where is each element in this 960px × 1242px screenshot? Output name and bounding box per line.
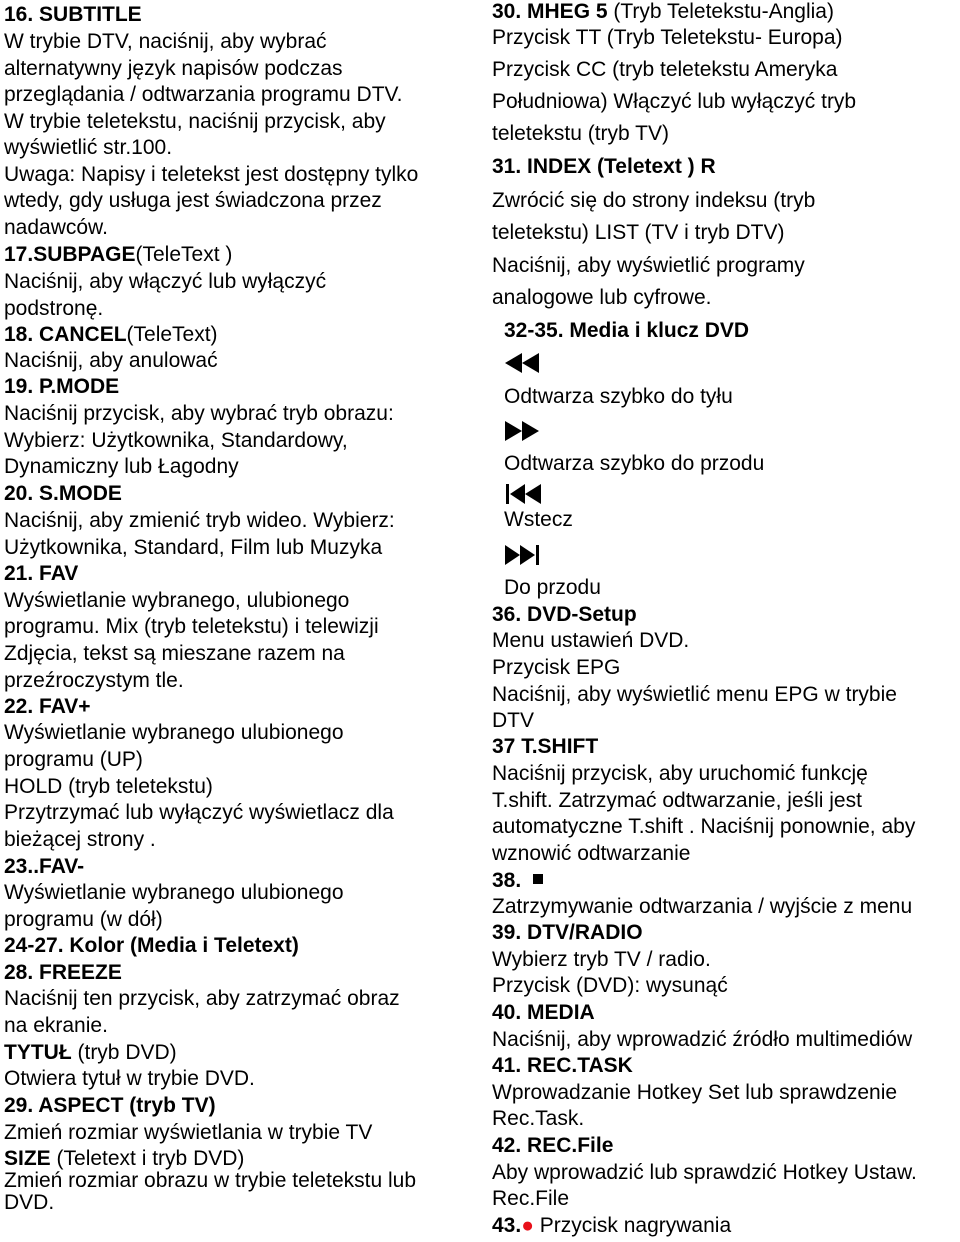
text-line: Do przodu [504,576,601,599]
text-line: Zwrócić się do strony indeksu (tryb [492,189,816,212]
text-line: podstronę. [4,297,104,320]
section-18-title [4,322,218,348]
text-line: na ekranie. [4,1014,108,1037]
section-19-title: 19. P.MODE [4,375,120,398]
text-line: Rec.Task. [492,1107,585,1130]
text-line: Naciśnij, aby wyświetlić menu EPG w trybie [492,683,897,706]
text-line: Wyświetlanie wybranego ulubionego [4,881,344,904]
section-31-title: 31. INDEX (Teletext ) R [492,155,716,178]
text-line: Otwiera tytuł w trybie DVD. [4,1067,255,1090]
section-37-title: 37 T.SHIFT [492,735,599,758]
text-line: Uwaga: Napisy i teletekst jest dostępny tylko [4,163,419,186]
text-line: HOLD (tryb teletekstu) [4,775,213,798]
section-22-title: 22. FAV+ [4,695,91,718]
text-line: Wyświetlanie wybranego, ulubionego [4,589,350,612]
text-line: W trybie teletekstu, naciśnij przycisk, aby [4,110,386,133]
section-29-title: 29. ASPECT (tryb TV) [4,1094,216,1117]
section-30-note: (Tryb Teletekstu-Anglia) [607,0,834,23]
text-line: Wybierz: Użytkownika, Standardowy, [4,429,348,452]
text-line: Naciśnij, aby wyświetlić programy [492,254,805,277]
section-36-title: 36. DVD-Setup [492,603,637,626]
section-16-title: 16. SUBTITLE [4,3,142,26]
text-line: DVD. [4,1191,55,1214]
section-17-number: 17.SUBPAGE [4,243,136,266]
text-line: wyświetlić str.100. [4,136,173,159]
text-line: przeglądania / odtwarzania programu DTV. [4,83,403,106]
text-line: Przycisk EPG [492,656,621,679]
tytul-note: (tryb DVD) [71,1041,177,1064]
text-line: programu. Mix (tryb teletekstu) i telewizji [4,615,379,638]
text-line: Użytkownika, Standard, Film lub Muzyka [4,536,383,559]
text-line: Wstecz [504,508,573,531]
section-43-title [492,1213,731,1239]
text-line: Aby wprowadzić lub sprawdzić Hotkey Ustaw. [492,1161,917,1184]
text-line: Zmień rozmiar wyświetlania w trybie TV [4,1121,373,1144]
text-line: Wyświetlanie wybranego ulubionego [4,721,344,744]
text-line: DTV [492,709,534,732]
section-38-title [492,868,543,894]
skip-forward-icon [504,544,540,566]
rewind-icon [504,352,540,374]
stop-icon [533,874,543,884]
section-18-number: 18. CANCEL [4,323,127,346]
text-line: Przycisk (DVD): wysunąć [492,974,728,997]
text-line: Naciśnij, aby włączyć lub wyłączyć [4,270,327,293]
text-line: wznowić odtwarzanie [492,842,691,865]
text-line: programu (w dół) [4,908,163,931]
text-line: Naciśnij przycisk, aby wybrać tryb obrazu: [4,402,394,425]
section-38-number: 38. [492,869,522,892]
section-30-number: 30. MHEG 5 [492,0,608,23]
section-20-title: 20. S.MODE [4,482,122,505]
text-line: W trybie DTV, naciśnij, aby wybrać [4,30,327,53]
text-line: bieżącej strony . [4,828,156,851]
size-label: SIZE [4,1147,51,1170]
section-24-27-title: 24-27. Kolor (Media i Teletext) [4,934,299,957]
section-32-35-title: 32-35. Media i klucz DVD [504,319,750,342]
text-line: Odtwarza szybko do tyłu [504,385,733,408]
tytul-title [4,1040,177,1066]
section-43-text: Przycisk nagrywania [533,1214,732,1237]
text-line: teletekstu) LIST (TV i tryb DTV) [492,221,785,244]
text-line: Wybierz tryb TV / radio. [492,948,711,971]
text-line: Zdjęcia, tekst są mieszane razem na [4,642,345,665]
text-line: alternatywny język napisów podczas [4,57,343,80]
text-line: T.shift. Zatrzymać odtwarzanie, jeśli jest [492,789,862,812]
text-line: automatyczne T.shift . Naciśnij ponownie, aby [492,815,916,838]
text-line: przeźroczystym tle. [4,669,184,692]
text-line: Naciśnij, aby wprowadzić źródło multimediów [492,1028,913,1051]
tytul-label: TYTUŁ [4,1041,72,1064]
text-line: wtedy, gdy usługa jest świadczona przez [4,189,382,212]
section-30-title [492,0,834,25]
text-line: teletekstu (tryb TV) [492,122,670,145]
text-line: Południowa) Włączyć lub wyłączyć tryb [492,90,857,113]
text-line: Menu ustawień DVD. [492,629,690,652]
section-17-note: (TeleText ) [135,243,233,266]
section-42-title: 42. REC.File [492,1134,614,1157]
text-line: Dynamiczny lub Łagodny [4,455,239,478]
section-17-title [4,242,232,268]
fast-forward-icon [504,420,540,442]
section-40-title: 40. MEDIA [492,1001,595,1024]
text-line: Przycisk CC (tryb teletekstu Ameryka [492,58,838,81]
skip-back-icon [506,483,542,505]
text-line: programu (UP) [4,748,143,771]
section-43-number: 43. [492,1214,522,1237]
section-39-title: 39. DTV/RADIO [492,921,643,944]
text-line: Zmień rozmiar obrazu w trybie teletekstu lub [4,1169,416,1192]
size-note: (Teletext i tryb DVD) [50,1147,245,1170]
section-28-title: 28. FREEZE [4,961,122,984]
section-41-title: 41. REC.TASK [492,1054,633,1077]
text-line: Wprowadzanie Hotkey Set lub sprawdzenie [492,1081,898,1104]
text-line: analogowe lub cyfrowe. [492,286,712,309]
text-line: Naciśnij, aby zmienić tryb wideo. Wybierz: [4,509,395,532]
text-line: Rec.File [492,1187,570,1210]
section-18-note: (TeleText) [126,323,218,346]
section-21-title: 21. FAV [4,562,79,585]
section-23-title: 23..FAV- [4,855,85,878]
record-dot-icon: ● [521,1214,534,1237]
text-line: nadawców. [4,216,108,239]
text-line: Odtwarza szybko do przodu [504,452,765,475]
text-line: Naciśnij, aby anulować [4,349,218,372]
text-line: Naciśnij przycisk, aby uruchomić funkcję [492,762,868,785]
text-line: Zatrzymywanie odtwarzania / wyjście z menu [492,895,913,918]
text-line: Przytrzymać lub wyłączyć wyświetlacz dla [4,801,394,824]
text-line: Naciśnij ten przycisk, aby zatrzymać obraz [4,987,400,1010]
text-line: Przycisk TT (Tryb Teletekstu- Europa) [492,26,843,49]
